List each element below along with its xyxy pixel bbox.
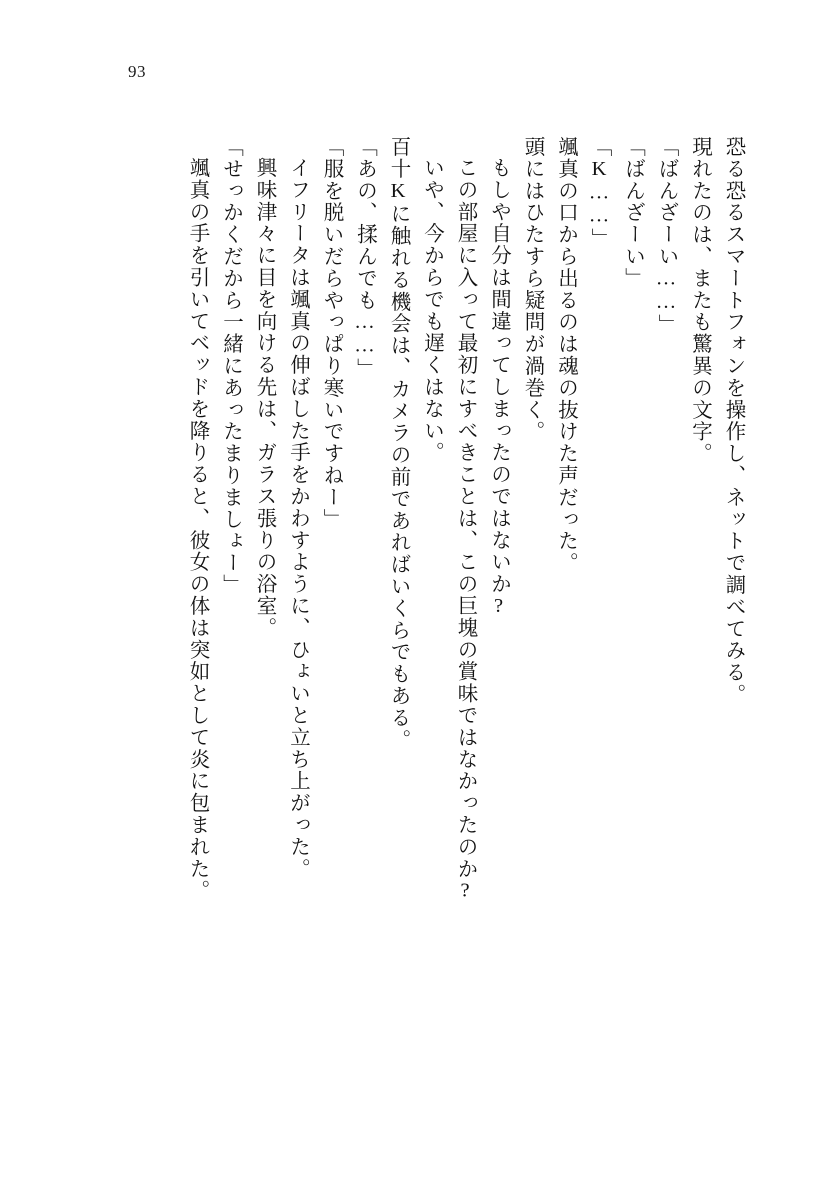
text-line: 頭にはひたすら疑問が渦巻く。 <box>521 136 543 443</box>
text-line: 「K……」 <box>588 136 610 250</box>
text-line: 「服を脱いだらやっぱり寒いですねー」 <box>320 136 342 531</box>
text-line: イフリータは颯真の伸ばした手をかわすように、ひょいと立ち上がった。 <box>286 157 309 880</box>
text-line: いや、今からでも遅くはない。 <box>420 157 443 464</box>
vertical-text-body <box>174 136 744 1016</box>
text-line: 「せっかくだから一緒にあったまりましょー」 <box>219 136 242 596</box>
text-line: 颯真の手を引いてベッドを降りると、彼女の体は突如として炎に包まれた。 <box>186 157 208 902</box>
text-line: もしや自分は間違ってしまったのではないか? <box>487 157 510 619</box>
text-line: 「ばんざーい……」 <box>655 136 677 337</box>
text-line: 現れたのは、またも驚異の文字。 <box>688 136 711 465</box>
text-line: 「ばんざーい」 <box>621 136 644 290</box>
text-line: 恐る恐るスマートフォンを操作し、ネットで調べてみる。 <box>722 136 744 706</box>
text-line: 颯真の口から出るのは魂の抜けた声だった。 <box>554 136 577 574</box>
page-number: 93 <box>128 62 146 81</box>
text-line: 「あの、揉んでも……」 <box>353 136 376 380</box>
text-line: この部屋に入って最初にすべきことは、この巨塊の賞味ではなかったのか? <box>454 157 476 904</box>
text-line: 百十Kに触れる機会は、カメラの前であればいくらでもある。 <box>387 136 409 751</box>
text-line: 興味津々に目を向ける先は、ガラス張りの浴室。 <box>253 157 275 639</box>
